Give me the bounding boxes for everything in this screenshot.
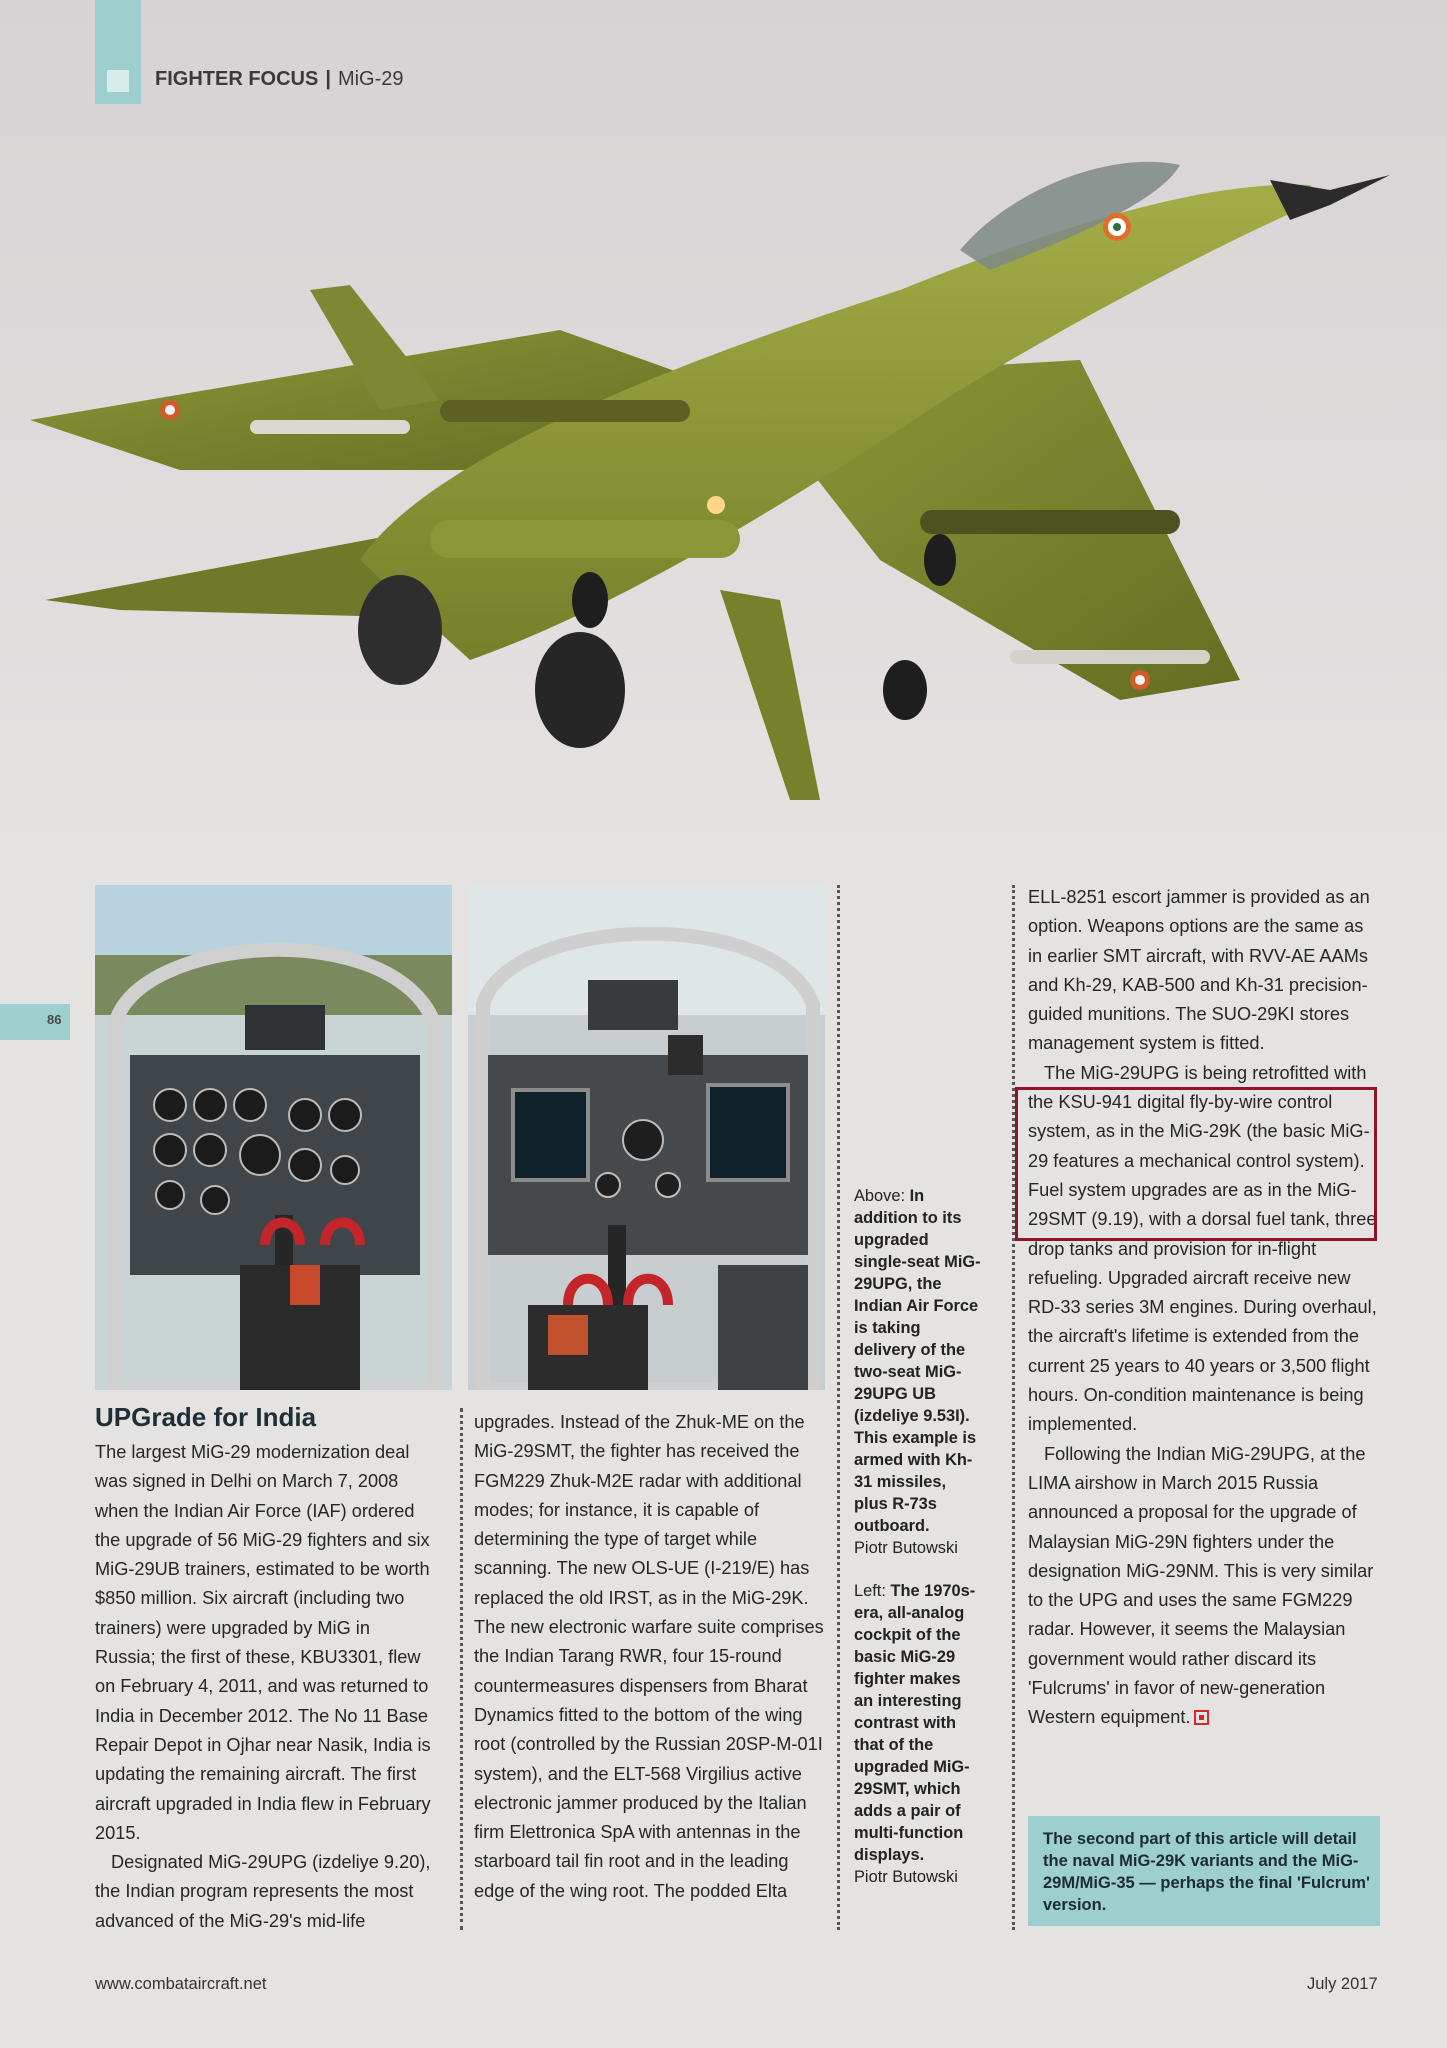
caption-credit: Piotr Butowski (854, 1539, 958, 1557)
end-of-article-icon (1194, 1710, 1209, 1725)
section-topic: MiG-29 (337, 68, 404, 90)
article-column-1 (95, 1438, 435, 1936)
article-paragraph: The MiG-29UPG is being retrofitted with the KSU-941 digital fly-by-wire control system, as in the MiG-29K (the basic MiG-29 features a mechanical control system). Fuel system upgrades are as in the MiG-29SMT (9.19), with a dorsal fuel tank, three drop tanks and provision for in-flight refueling. Upgraded aircraft receive new RD-33 series 3M engines. During overhaul, the aircraft's lifetime is extended from the current 25 years to 40 years or 3,500 flight hours. On-condition maintenance is being implemented. (1028, 1062, 1377, 1435)
photo-caption-above (854, 1185, 984, 1559)
article-paragraph: ELL-8251 escort jammer is provided as an option. Weapons options are the same as in earlier SMT aircraft, with RVV-AE AAMs and Kh-29, KAB-500 and Kh-31 precision-guided munitions. The SUO-29KI stores management system is fitted. (1028, 887, 1370, 1054)
header-square-marker (107, 70, 129, 92)
caption-lead: Left: (854, 1582, 886, 1600)
article-paragraph: upgrades. Instead of the Zhuk-ME on the MiG-29SMT, the fighter has received the FGM229 Zhuk-M2E radar with additional modes; for instance, it is capable of determining the type of target while scanning. The new OLS-UE (I-219/E) has replaced the old IRST, as in the MiG-29K. The new electronic warfare suite comprises the Indian Tarang RWR, four 15-round countermeasures dispensers from Bharat Dynamics fitted to the bottom of the wing root (controlled by the Russian 20SP-M-01I system), and the ELT-568 Virgilius active electronic jammer produced by the Italian firm Elettronica SpA with antennas in the starboard tail fin root and in the leading edge of the wing root. The podded Elta (474, 1412, 824, 1901)
column-divider (460, 1408, 463, 1930)
hero-aircraft-photo (0, 0, 1447, 870)
column-divider (1012, 885, 1015, 1930)
article-paragraph-text: Following the Indian MiG-29UPG, at the LIMA airshow in March 2015 Russia announced a proposal for the upgrade of Malaysian MiG-29N fighters under the designation MiG-29NM. This is very similar to the UPG and uses the same FGM229 radar. However, it seems the Malaysian government would rather discard its 'Fulcrums' in favor of new-generation Western equipment. (1028, 1443, 1374, 1728)
caption-text: The 1970s-era, all-analog cockpit of the basic MiG-29 fighter makes an interesting contrast with that of the upgraded MiG-29SMT, which adds a pair of multi-function displays. (854, 1582, 976, 1864)
footer-issue-date: July 2017 (1307, 1975, 1378, 1993)
series-note-text: The second part of this article will detail the naval MiG-29K variants and the MiG-29M/MiG-35 — perhaps the final 'Fulcrum' version. (1043, 1830, 1370, 1914)
article-paragraph-final (1028, 1440, 1378, 1733)
page-number: 86 (47, 1012, 62, 1027)
article-title: UPGrade for India (95, 1402, 317, 1432)
caption-text: In addition to its upgraded single-seat MiG-29UPG, the Indian Air Force is taking delivery of the two-seat MiG-29UPG UB (izdeliye 9.53I). This example is armed with Kh-31 missiles, plus R-73s outboard. (854, 1187, 981, 1535)
section-header (155, 68, 404, 91)
upgraded-cockpit-photo (468, 885, 825, 1390)
article-column-2 (474, 1408, 826, 1906)
article-column-4 (1028, 883, 1378, 1733)
header-separator: | (325, 68, 331, 90)
photo-caption-left (854, 1580, 984, 1888)
highlight-annotation-box (1015, 1087, 1377, 1241)
article-paragraph: Designated MiG-29UPG (izdeliye 9.20), the Indian program represents the most advanced of the MiG-29's mid-life (95, 1852, 431, 1931)
section-label: FIGHTER FOCUS (155, 68, 319, 90)
caption-credit: Piotr Butowski (854, 1868, 958, 1886)
article-paragraph: The largest MiG-29 modernization deal was signed in Delhi on March 7, 2008 when the Indian Air Force (IAF) ordered the upgrade of 56 MiG-29 fighters and six MiG-29UB trainers, estimated to be worth $850 million. Six aircraft (including two trainers) were upgraded by MiG in Russia; the first of these, KBU3301, flew on February 4, 2011, and was returned to India in December 2012. The No 11 Base Repair Depot in Ojhar near Nasik, India is updating the remaining aircraft. The first aircraft upgraded in India flew in February 2015. (95, 1442, 431, 1843)
column-divider (837, 885, 840, 1930)
caption-lead: Above: (854, 1187, 906, 1205)
analog-cockpit-photo (95, 885, 452, 1390)
footer-website: www.combataircraft.net (95, 1975, 267, 1993)
